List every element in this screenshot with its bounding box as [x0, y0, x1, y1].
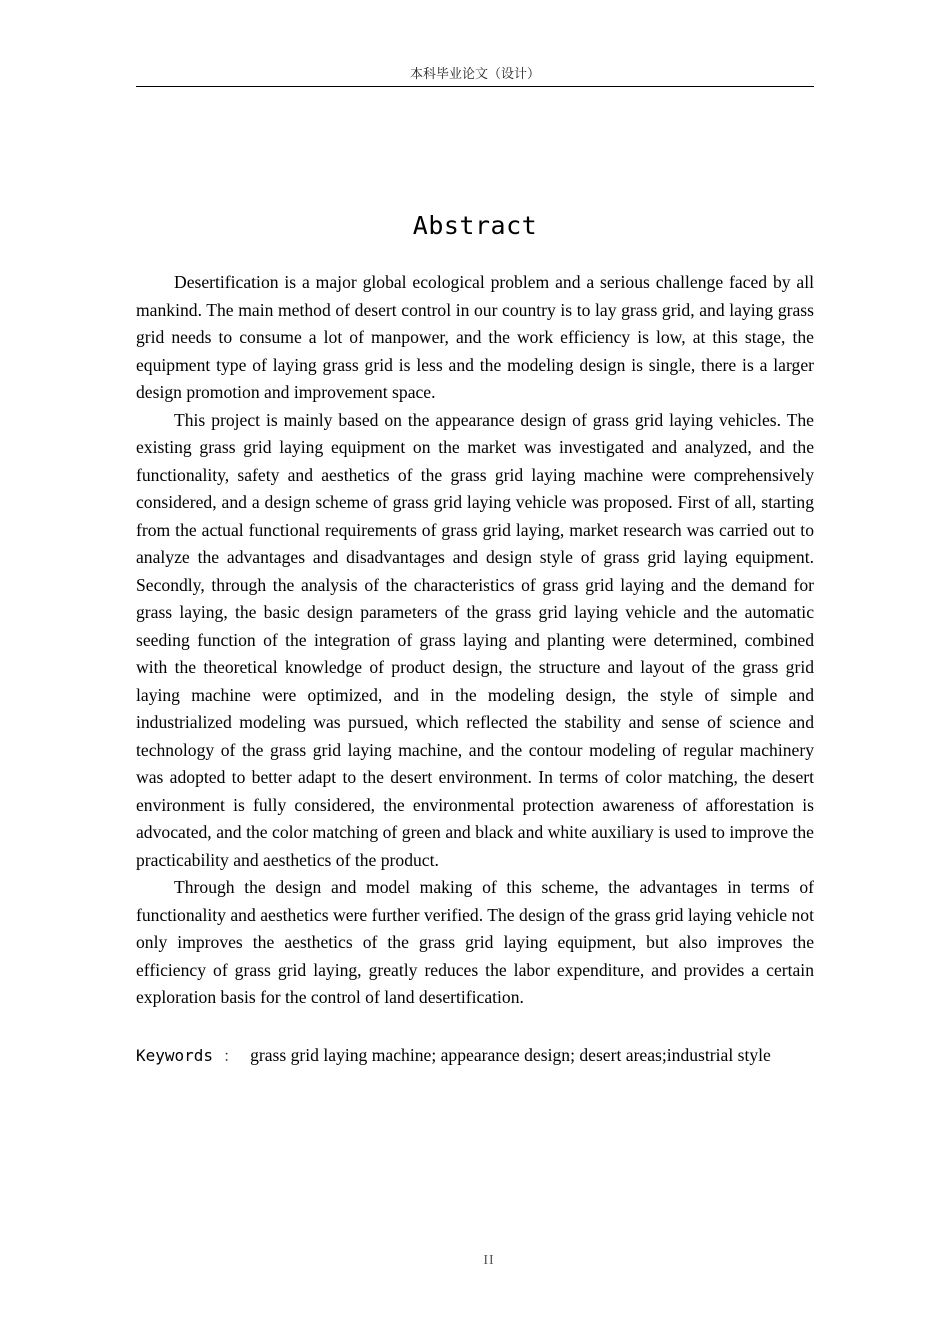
- abstract-paragraph: This project is mainly based on the appearance design of grass grid laying vehicles. The existing grass grid laying equipment on the market was investigated and analyzed, and the functionality, safety and aesthetics of the grass grid laying machine were comprehensively considered, and a design scheme of grass grid laying vehicle was proposed. First of all, starting from the actual functional requirements of grass grid laying, market research was carried out to analyze the advantages and disadvantages and design style of grass grid laying equipment. Secondly, through the analysis of the characteristics of grass grid laying and the demand for grass laying, the basic design parameters of the grass grid laying vehicle and the automatic seeding function of the integration of grass laying and planting were determined, combined with the theoretical knowledge of product design, the structure and layout of the grass grid laying machine were optimized, and in the modeling design, the style of simple and industrialized modeling was pursued, which reflected the stability and sense of science and technology of the grass grid laying machine, and the contour modeling of regular machinery was adopted to better adapt to the desert environment. In terms of color matching, the desert environment is fully considered, the environmental protection awareness of afforestation is advocated, and the color matching of green and black and white auxiliary is used to improve the practicability and aesthetics of the product.: [136, 409, 814, 870]
- header-rule: [136, 86, 814, 87]
- keywords-text: grass grid laying machine; appearance design; desert areas;industrial style: [250, 1045, 771, 1065]
- abstract-paragraph: Through the design and model making of this scheme, the advantages in terms of functionality and aesthetics were further verified. The design of the grass grid laying vehicle not only improves the aesthetics of the grass grid laying equipment, but also improves the efficiency of grass grid laying, greatly reduces the labor expenditure, and provides a certain exploration basis for the control of land desertification.: [136, 877, 814, 1007]
- abstract-title: Abstract: [412, 211, 538, 240]
- keywords-line: [136, 1042, 836, 1071]
- page-number: II: [483, 1253, 495, 1268]
- keywords-separator: ：: [223, 1047, 239, 1065]
- running-header: 本科毕业论文（设计）: [409, 67, 540, 82]
- keywords-label: Keywords: [136, 1046, 214, 1065]
- abstract-paragraph: Desertification is a major global ecological problem and a serious challenge faced by all mankind. The main method of desert control in our country is to lay grass grid, and laying grass grid needs to consume a lot of manpower, and the work efficiency is low, at this stage, the equipment type of laying grass grid is less and the modeling design is single, there is a larger design promotion and improvement space.: [136, 272, 814, 402]
- abstract-body: [136, 269, 814, 1012]
